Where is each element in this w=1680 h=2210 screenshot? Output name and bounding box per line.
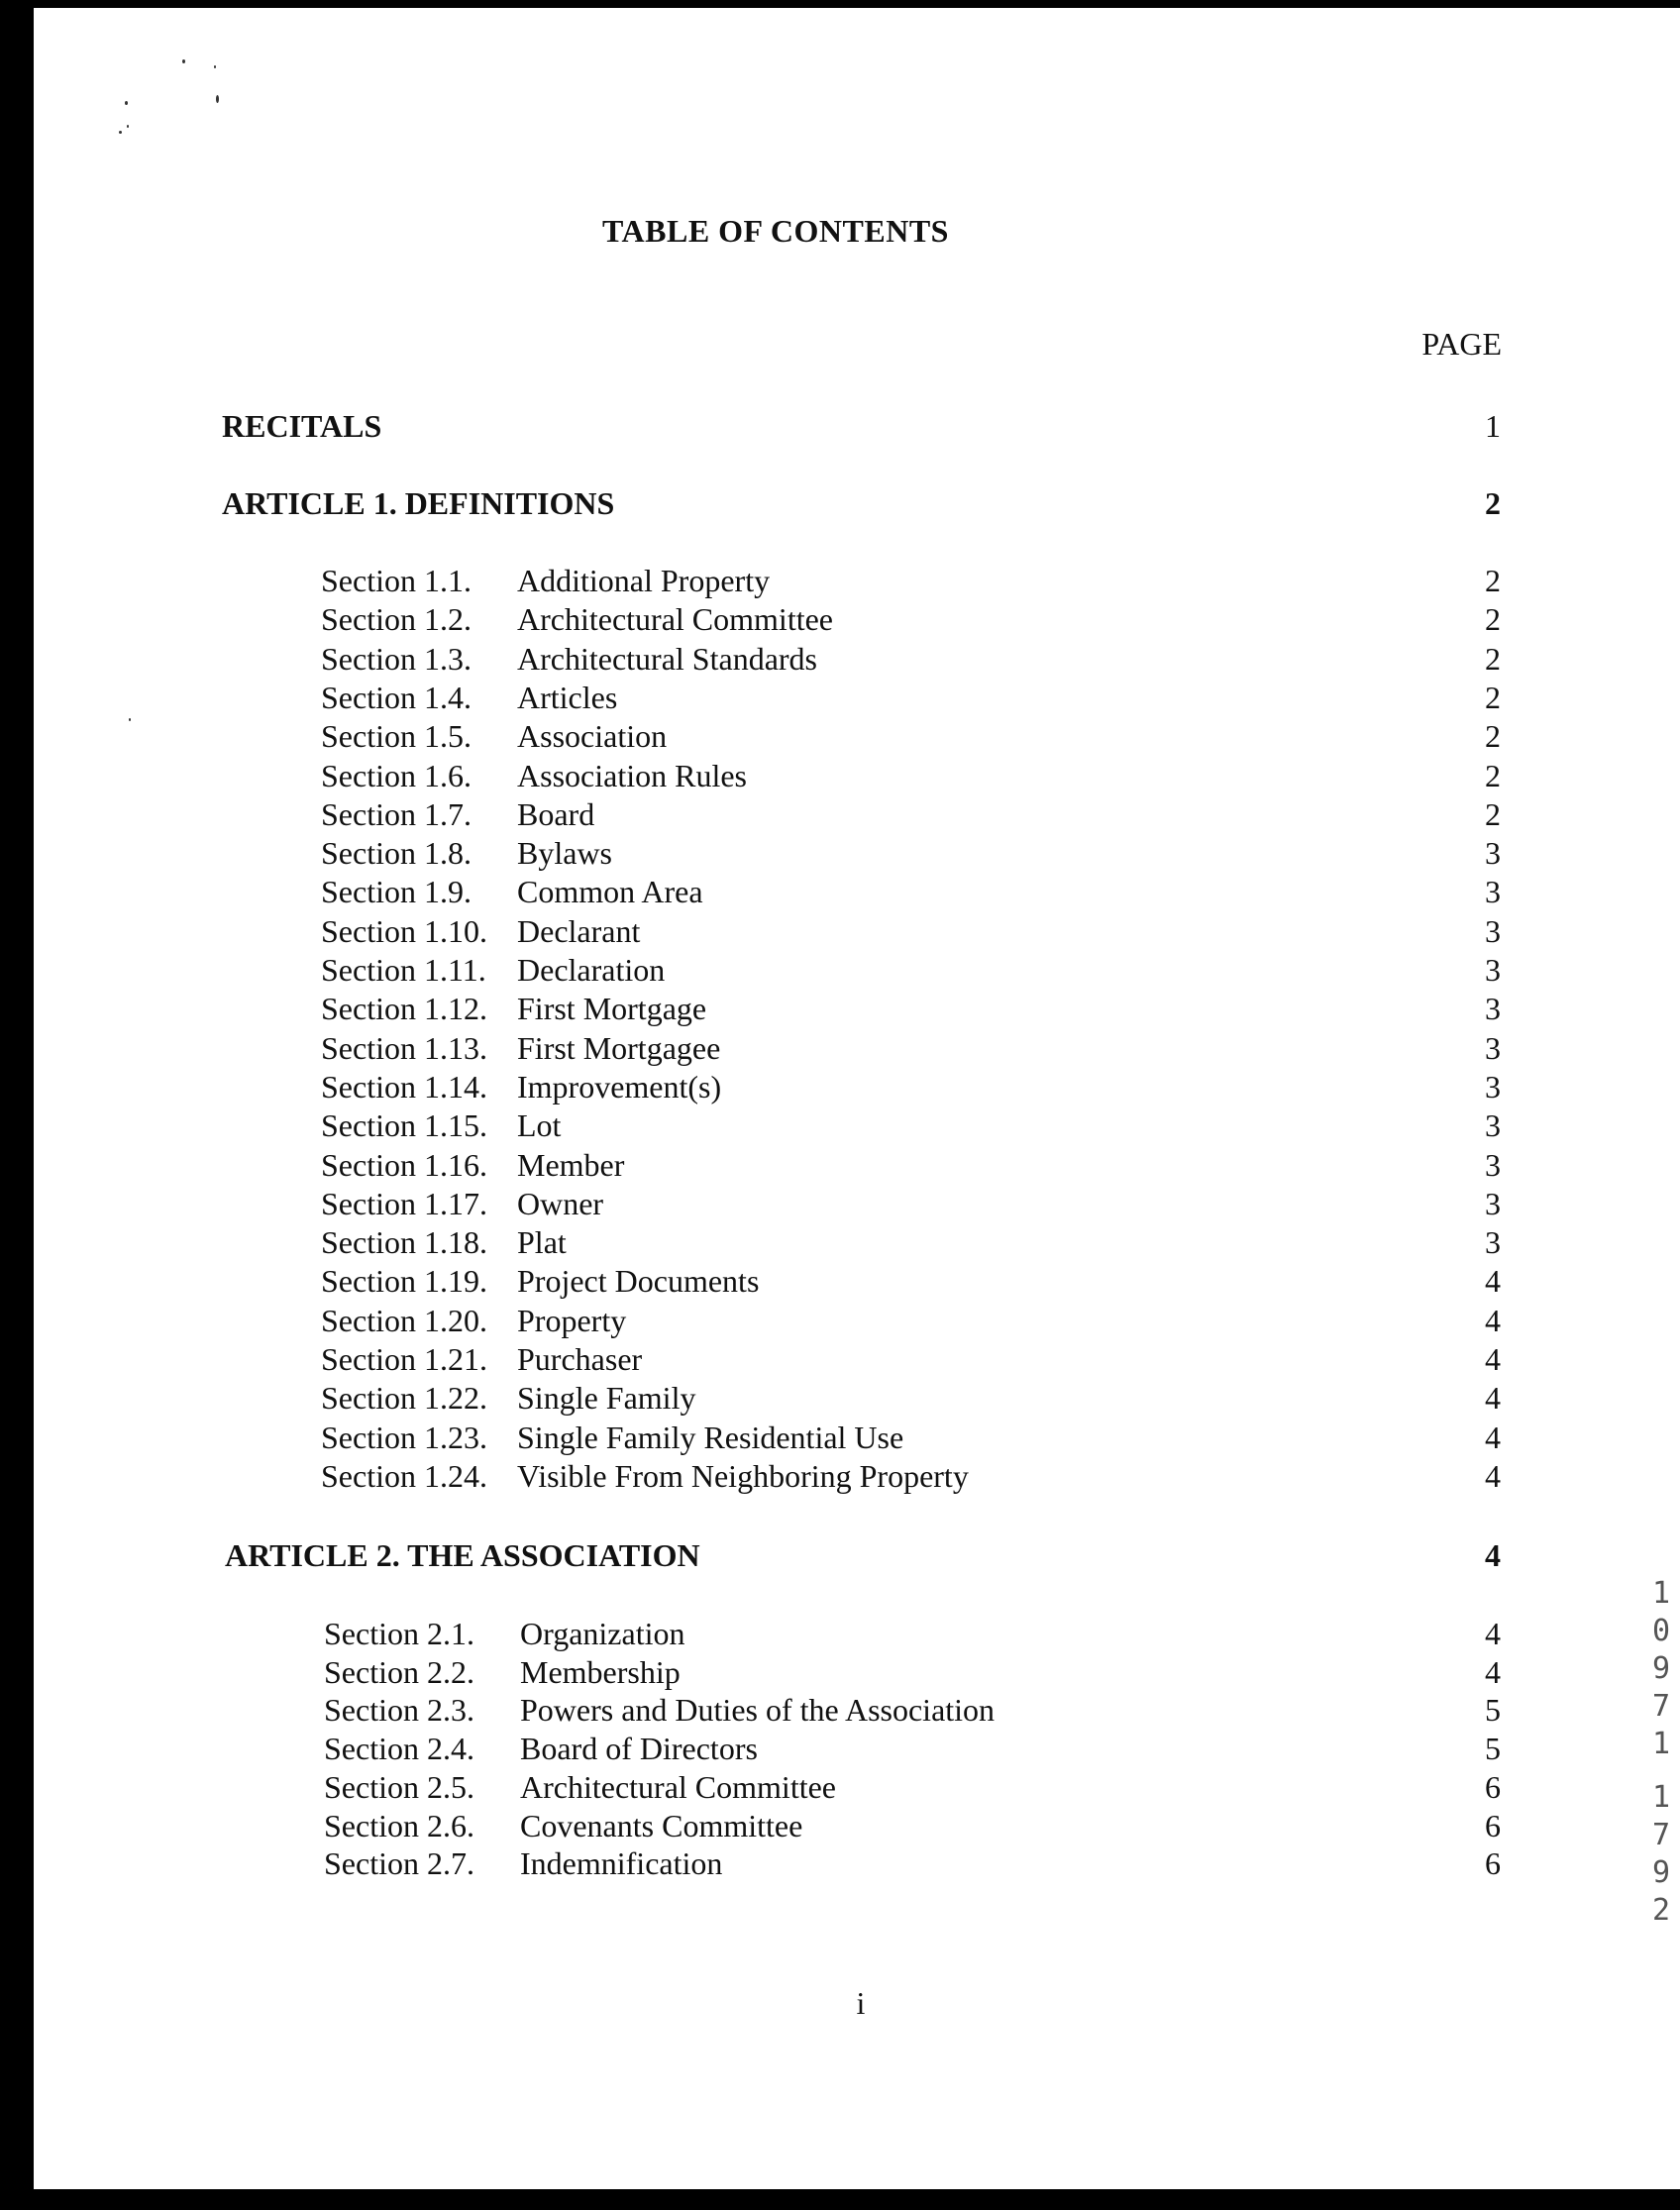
section-number: Section 1.1. bbox=[321, 563, 472, 598]
section-title: Common Area bbox=[517, 874, 703, 910]
section-title: Membership bbox=[520, 1653, 681, 1690]
section-number: Section 1.2. bbox=[321, 601, 472, 638]
section-page-number: 2 bbox=[1485, 601, 1501, 638]
section-page-number: 3 bbox=[1485, 952, 1501, 988]
section-title: Architectural Standards bbox=[517, 640, 817, 677]
bates-digit: 0 bbox=[1651, 1614, 1671, 1648]
section-title: Bylaws bbox=[517, 835, 612, 872]
section-number: Section 1.15. bbox=[321, 1107, 487, 1144]
section-page-number: 3 bbox=[1485, 991, 1501, 1027]
section-number: Section 1.7. bbox=[321, 795, 472, 832]
section-page-number: 2 bbox=[1485, 679, 1501, 715]
section-number: Section 1.22. bbox=[321, 1380, 487, 1417]
section-page-number: 5 bbox=[1485, 1731, 1501, 1767]
section-page-number: 3 bbox=[1485, 835, 1501, 872]
section-number: Section 1.5. bbox=[321, 718, 472, 755]
section-number: Section 1.18. bbox=[321, 1224, 487, 1261]
section-number: Section 1.23. bbox=[321, 1419, 487, 1455]
section-number: Section 2.4. bbox=[324, 1731, 474, 1767]
toc-section-row bbox=[34, 1456, 1680, 1496]
section-number: Section 2.1. bbox=[324, 1616, 474, 1651]
bates-digit bbox=[1646, 1763, 1676, 1779]
toc-section-row bbox=[34, 756, 1680, 795]
section-page-number: 3 bbox=[1485, 1146, 1501, 1183]
section-title: Purchaser bbox=[517, 1341, 643, 1377]
section-number: Section 1.17. bbox=[321, 1185, 487, 1221]
article-heading bbox=[34, 1535, 1680, 1575]
section-page-number: 4 bbox=[1485, 1380, 1501, 1417]
toc-section-row bbox=[34, 1105, 1680, 1145]
section-number: Section 1.3. bbox=[321, 640, 472, 677]
section-title: Member bbox=[517, 1146, 625, 1183]
toc-section-row bbox=[34, 1806, 1680, 1845]
bates-digit: 1 bbox=[1651, 1780, 1671, 1815]
document-page bbox=[34, 8, 1680, 2189]
section-page-number: 2 bbox=[1485, 795, 1501, 832]
toc-section-row bbox=[34, 1028, 1680, 1068]
section-title: Association bbox=[517, 718, 668, 755]
article-page-number: 4 bbox=[1485, 1537, 1501, 1573]
section-title: Property bbox=[517, 1302, 627, 1338]
toc-section-row bbox=[34, 1767, 1680, 1807]
section-title: Declaration bbox=[517, 952, 666, 988]
section-title: Improvement(s) bbox=[517, 1068, 722, 1105]
section-number: Section 1.20. bbox=[321, 1302, 487, 1338]
bates-stamp bbox=[1646, 1575, 1676, 1930]
section-title: Plat bbox=[517, 1224, 567, 1261]
toc-title: TABLE OF CONTENTS bbox=[602, 213, 949, 249]
toc-section-row bbox=[34, 1378, 1680, 1418]
section-number: Section 1.9. bbox=[321, 874, 472, 910]
section-number: Section 2.2. bbox=[324, 1653, 474, 1690]
toc-section-row bbox=[34, 1067, 1680, 1106]
section-title: Single Family Residential Use bbox=[517, 1419, 904, 1455]
toc-section-row bbox=[34, 989, 1680, 1028]
section-number: Section 1.6. bbox=[321, 757, 472, 793]
section-page-number: 3 bbox=[1485, 1068, 1501, 1105]
toc-section-row bbox=[34, 599, 1680, 639]
section-page-number: 4 bbox=[1485, 1341, 1501, 1377]
section-title: Covenants Committee bbox=[520, 1807, 803, 1843]
toc-section-row bbox=[34, 1301, 1680, 1340]
toc-section-row bbox=[34, 1614, 1680, 1653]
section-number: Section 1.11. bbox=[321, 952, 486, 988]
section-page-number: 4 bbox=[1485, 1653, 1501, 1690]
bates-digit: 1 bbox=[1651, 1727, 1671, 1761]
section-number: Section 2.5. bbox=[324, 1768, 474, 1805]
toc-section-row bbox=[34, 1339, 1680, 1379]
section-title: Organization bbox=[520, 1616, 685, 1651]
toc-section-row bbox=[34, 872, 1680, 911]
section-page-number: 2 bbox=[1485, 718, 1501, 755]
bates-digit: 9 bbox=[1651, 1651, 1671, 1686]
recitals-heading: RECITALS bbox=[222, 408, 382, 444]
section-number: Section 1.21. bbox=[321, 1341, 487, 1377]
bates-digit: 2 bbox=[1651, 1893, 1671, 1928]
section-title: First Mortgagee bbox=[517, 1029, 721, 1066]
section-title: Powers and Duties of the Association bbox=[520, 1692, 996, 1729]
section-page-number: 6 bbox=[1485, 1768, 1501, 1805]
section-number: Section 1.8. bbox=[321, 835, 472, 872]
toc-section-row bbox=[34, 716, 1680, 756]
toc-section-row bbox=[34, 561, 1680, 600]
toc-section-row bbox=[34, 794, 1680, 834]
toc-section-row bbox=[34, 1184, 1680, 1223]
section-title: Architectural Committee bbox=[517, 601, 833, 638]
section-number: Section 2.7. bbox=[324, 1845, 474, 1882]
toc-section-row bbox=[34, 1418, 1680, 1457]
section-title: Single Family bbox=[517, 1380, 696, 1417]
toc-section-row bbox=[34, 833, 1680, 873]
section-page-number: 5 bbox=[1485, 1692, 1501, 1729]
section-title: Articles bbox=[517, 679, 618, 715]
footer-page-number: i bbox=[856, 1985, 866, 2021]
toc-section-row bbox=[34, 1690, 1680, 1730]
section-number: Section 1.14. bbox=[321, 1068, 487, 1105]
section-page-number: 4 bbox=[1485, 1419, 1501, 1455]
section-page-number: 2 bbox=[1485, 640, 1501, 677]
section-title: Project Documents bbox=[517, 1263, 760, 1300]
section-page-number: 2 bbox=[1485, 563, 1501, 598]
toc-section-row bbox=[34, 639, 1680, 679]
section-page-number: 4 bbox=[1485, 1616, 1501, 1651]
page-column-label: PAGE bbox=[1421, 326, 1502, 362]
section-number: Section 1.4. bbox=[321, 679, 472, 715]
bates-digit: 7 bbox=[1651, 1818, 1671, 1852]
recitals-page-number: 1 bbox=[1485, 408, 1501, 444]
toc-section-row bbox=[34, 950, 1680, 990]
toc-section-row bbox=[34, 1145, 1680, 1185]
section-title: First Mortgage bbox=[517, 991, 707, 1027]
toc-section-row bbox=[34, 1843, 1680, 1883]
section-title: Additional Property bbox=[517, 563, 771, 598]
section-number: Section 1.16. bbox=[321, 1146, 487, 1183]
article-title: ARTICLE 2. THE ASSOCIATION bbox=[225, 1537, 700, 1573]
section-page-number: 3 bbox=[1485, 912, 1501, 949]
section-page-number: 3 bbox=[1485, 1107, 1501, 1144]
section-page-number: 2 bbox=[1485, 757, 1501, 793]
section-number: Section 1.13. bbox=[321, 1029, 487, 1066]
section-title: Indemnification bbox=[520, 1845, 723, 1882]
section-number: Section 2.6. bbox=[324, 1807, 474, 1843]
bates-digit: 7 bbox=[1651, 1689, 1671, 1724]
section-title: Board of Directors bbox=[520, 1731, 758, 1767]
section-page-number: 4 bbox=[1485, 1457, 1501, 1494]
section-page-number: 3 bbox=[1485, 1224, 1501, 1261]
section-title: Owner bbox=[517, 1185, 604, 1221]
section-number: Section 2.3. bbox=[324, 1692, 474, 1729]
section-title: Architectural Committee bbox=[520, 1768, 836, 1805]
section-page-number: 3 bbox=[1485, 1029, 1501, 1066]
section-number: Section 1.24. bbox=[321, 1457, 487, 1494]
article-heading bbox=[34, 483, 1680, 523]
bates-digit: 1 bbox=[1651, 1576, 1671, 1611]
toc-section-row bbox=[34, 1261, 1680, 1301]
section-number: Section 1.12. bbox=[321, 991, 487, 1027]
section-title: Association Rules bbox=[517, 757, 747, 793]
section-page-number: 3 bbox=[1485, 874, 1501, 910]
toc-section-row bbox=[34, 1222, 1680, 1262]
section-number: Section 1.19. bbox=[321, 1263, 487, 1300]
section-page-number: 6 bbox=[1485, 1845, 1501, 1882]
toc-section-row bbox=[34, 1729, 1680, 1768]
bates-digit: 9 bbox=[1651, 1855, 1671, 1890]
article-title: ARTICLE 1. DEFINITIONS bbox=[222, 485, 615, 521]
section-page-number: 4 bbox=[1485, 1263, 1501, 1300]
section-page-number: 6 bbox=[1485, 1807, 1501, 1843]
article-page-number: 2 bbox=[1485, 485, 1501, 521]
section-number: Section 1.10. bbox=[321, 912, 487, 949]
toc-section-row bbox=[34, 678, 1680, 717]
section-title: Visible From Neighboring Property bbox=[517, 1457, 969, 1494]
section-page-number: 3 bbox=[1485, 1185, 1501, 1221]
section-title: Lot bbox=[517, 1107, 562, 1144]
toc-section-row bbox=[34, 911, 1680, 951]
section-title: Declarant bbox=[517, 912, 641, 949]
section-page-number: 4 bbox=[1485, 1302, 1501, 1338]
toc-section-row bbox=[34, 1652, 1680, 1692]
section-title: Board bbox=[517, 795, 595, 832]
toc-entry-recitals bbox=[34, 406, 1680, 446]
